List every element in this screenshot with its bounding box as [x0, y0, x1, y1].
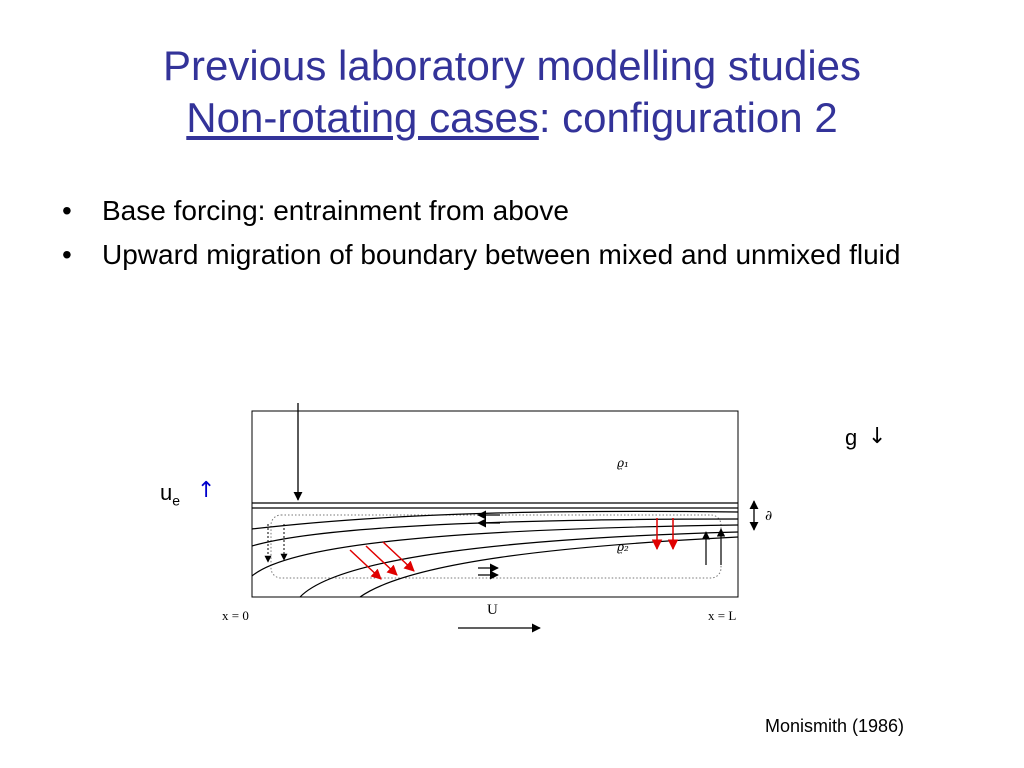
streamline — [360, 537, 738, 597]
rho2-label: ϱ₂ — [617, 540, 629, 554]
x-right-label: x = L — [708, 608, 737, 623]
ue-label — [160, 480, 180, 508]
title-rest-text: : configuration 2 — [538, 94, 838, 141]
x-left-label: x = 0 — [222, 608, 249, 623]
up-arrow-icon: ↑ — [197, 478, 216, 503]
tank-outline — [252, 411, 738, 597]
title-underlined-text: Non-rotating cases — [186, 94, 539, 141]
u-label: U — [487, 602, 498, 618]
gravity-label: g — [845, 425, 858, 450]
bullet-item: • Upward migration of boundary between mixed and unmixed fluid — [62, 234, 902, 276]
ue-letter: u — [160, 480, 173, 505]
bullet-item: • Base forcing: entrainment from above — [62, 190, 902, 232]
delta-label: ∂ — [765, 508, 773, 524]
rho1-label: ϱ₁ — [617, 456, 629, 470]
down-arrow-icon: ↓ — [868, 424, 887, 449]
citation: Monismith (1986) — [765, 716, 905, 736]
title-line-1: Previous laboratory modelling studies — [162, 42, 862, 89]
ue-subscript: e — [172, 492, 181, 509]
